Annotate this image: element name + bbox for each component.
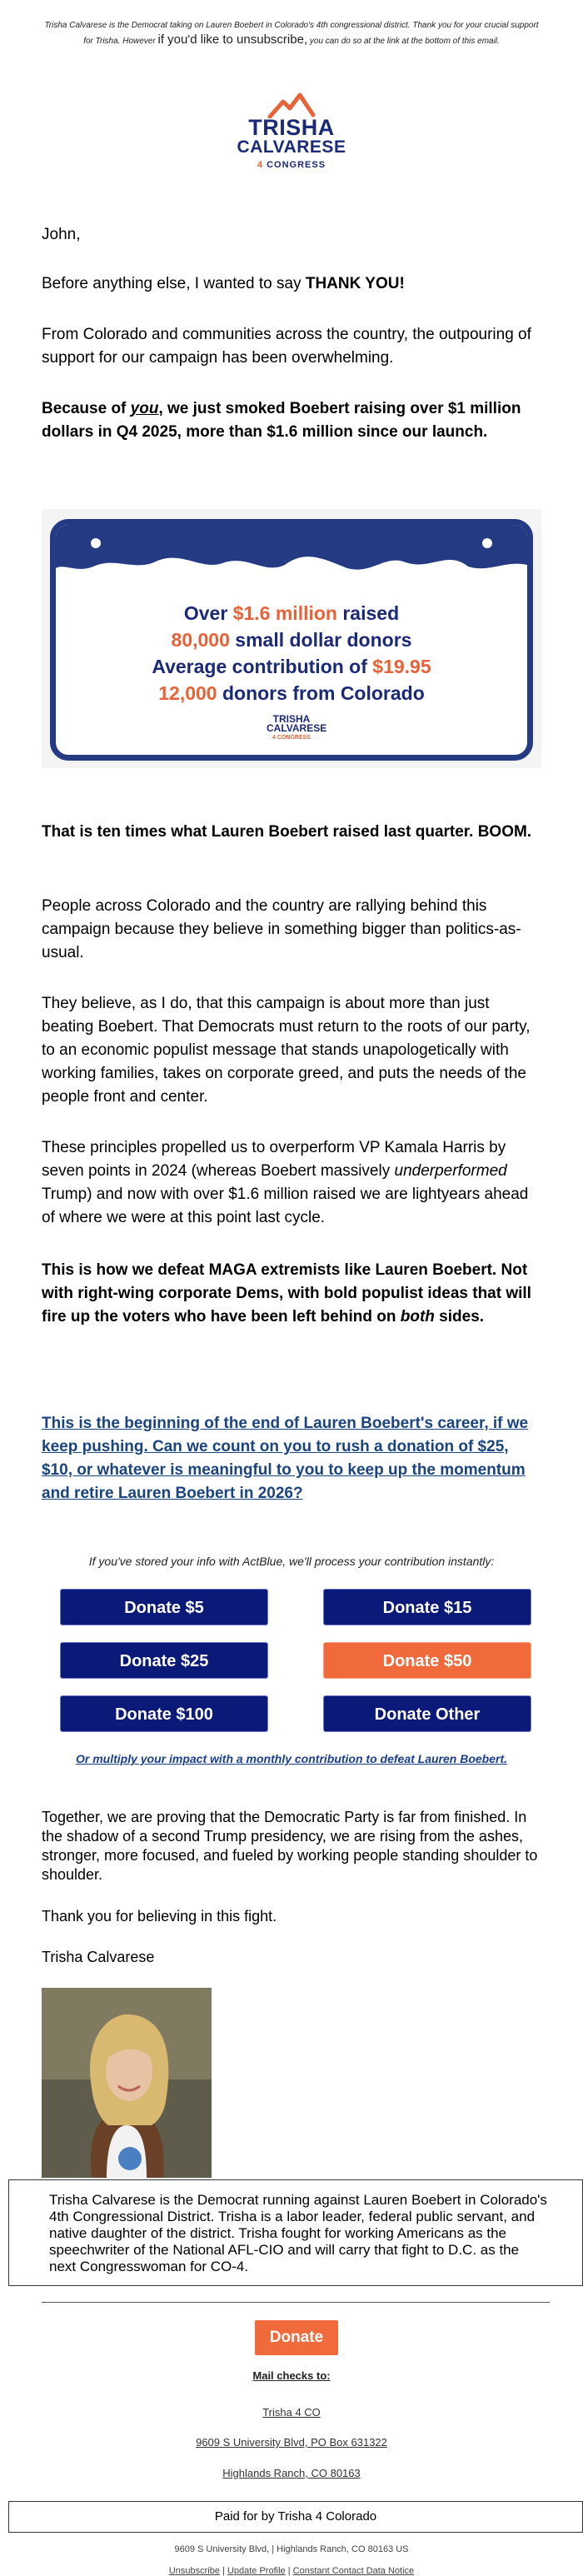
- paragraph-believe: They believe, as I do, that this campaign is about more than just beating Boebert. That Democrats must return to the roots of our party, to an economic populist message that stands unapologetically with working families, takes on corporate greed, and puts the needs of the people front and center.: [42, 995, 531, 1106]
- donate-50-button[interactable]: Donate $50: [323, 1642, 531, 1679]
- stats-list: [56, 600, 527, 706]
- candidate-portrait-icon: [42, 1988, 212, 2178]
- footer-address: 9609 S University Blvd, | Highlands Ranch, CO 80163 US: [174, 2544, 409, 2554]
- unsubscribe-link[interactable]: Unsubscribe: [168, 2566, 220, 2576]
- data-notice-link[interactable]: Constant Contact Data Notice: [292, 2566, 415, 2576]
- fundraising-stats-graphic: [42, 509, 541, 768]
- campaign-logo: [232, 90, 351, 180]
- update-profile-link[interactable]: Update Profile: [227, 2566, 286, 2576]
- stat-total-raised: Over $1.6 million raised: [183, 602, 400, 624]
- paid-for-disclaimer: Paid for by Trisha 4 Colorado: [8, 2501, 583, 2533]
- actblue-note: If you've stored your info with ActBlue, we'll process your contribution instantly:: [88, 1555, 495, 1568]
- paragraph-thanks: Before anything else, I wanted to say THANK YOU!: [42, 275, 405, 292]
- donate-25-button[interactable]: Donate $25: [60, 1642, 268, 1679]
- candidate-bio-box: [8, 2179, 583, 2286]
- greeting: John,: [42, 226, 81, 243]
- logo-tagline: 4 CONGRESS: [257, 160, 326, 170]
- stat-small-donors: 80,000 small dollar donors: [171, 629, 412, 651]
- mail-recipient[interactable]: Trisha 4 CO: [262, 2406, 321, 2419]
- divider: [42, 2302, 550, 2303]
- paragraph-defeat-maga: This is how we defeat MAGA extremists like Lauren Boebert. Not with right-wing corporate Dems, with bold populist ideas that will fire up the voters who have been left behind on both sides.: [42, 1261, 531, 1325]
- stat-average-contribution: Average contribution of $19.95: [152, 656, 431, 677]
- donate-15-button[interactable]: Donate $15: [323, 1589, 531, 1625]
- candidate-photo: [42, 1988, 212, 2178]
- paragraph-support: From Colorado and communities across the country, the outpouring of support for our campaign has been overwhelming.: [42, 326, 531, 367]
- mail-city[interactable]: Highlands Ranch, CO 80163: [222, 2467, 361, 2479]
- donation-ask-link[interactable]: This is the beginning of the end of Lauren Boebert's career, if we keep pushing. Can we count on you to rush a donation of $25, $10, or whatever is meaningful to you to keep up the momentum and retire Lauren Boebert in 2026?: [42, 1415, 529, 1502]
- donate-other-button[interactable]: Donate Other: [323, 1695, 531, 1732]
- preheader-line1: Trisha Calvarese is the Democrat taking on Lauren Boebert in Colorado's 4th congressional district. Thank you for your crucial support: [44, 21, 539, 30]
- stat-colorado-donors: 12,000 donors from Colorado: [158, 682, 425, 704]
- mountain-banner-icon: [56, 525, 527, 600]
- monthly-contribution-link[interactable]: Or multiply your impact with a monthly contribution to defeat Lauren Boebert.: [75, 1752, 508, 1765]
- paragraph-principles: These principles propelled us to overperform VP Kamala Harris by seven points in 2024 (whereas Boebert massively underperformed Trump) and now with over $1.6 million raised we are lightyears ahead of where we were at this point last cycle.: [42, 1139, 529, 1226]
- preheader-line2c: you can do so at the link at the bottom of this email.: [309, 37, 500, 46]
- preheader-line2a: for Trisha. However: [83, 37, 156, 46]
- paragraph-rallying: People across Colorado and the country are rallying behind this campaign because they believe in something bigger than politics-as-usual.: [42, 897, 521, 961]
- signature: Trisha Calvarese: [42, 1949, 155, 1965]
- paragraph-thank-you: Thank you for believing in this fight.: [42, 1908, 277, 1925]
- preheader-unsubscribe-text: if you'd like to unsubscribe,: [157, 32, 308, 47]
- footer-links: Unsubscribe | Update Profile | Constant Contact Data Notice: [168, 2566, 415, 2576]
- license-plate: [50, 519, 533, 761]
- logo-first-name: TRISHA: [248, 115, 335, 140]
- paragraph-ten-times: That is ten times what Lauren Boebert raised last quarter. BOOM.: [42, 823, 532, 841]
- preheader: [33, 18, 550, 48]
- candidate-bio: Trisha Calvarese is the Democrat running against Lauren Boebert in Colorado's 4th Congressional District. Trisha is a labor leader, federal public servant, and native daughter of the district. Trisha fought for working Americans as the speechwriter of the National AFL-CIO and will carry that fight to D.C. as the next Congresswoman for CO-4.: [49, 2192, 547, 2274]
- logo-last-name: CALVARESE: [237, 137, 346, 157]
- mail-checks-heading: Mail checks to:: [252, 2369, 331, 2382]
- mountain-logo-icon: [232, 90, 351, 118]
- mini-logo: TRISHA CALVARESE 4 CONGRESS: [267, 713, 327, 741]
- donate-100-button[interactable]: Donate $100: [60, 1695, 268, 1732]
- paragraph-together: Together, we are proving that the Democratic Party is far from finished. In the shadow of a second Trump presidency, we are rising from the ashes, stronger, more focused, and fueled by working people standing shoulder to shoulder.: [42, 1809, 538, 1883]
- footer-donate-button[interactable]: Donate: [255, 2320, 338, 2355]
- donate-5-button[interactable]: Donate $5: [60, 1589, 268, 1625]
- paragraph-q4: Because of you, we just smoked Boebert raising over $1 million dollars in Q4 2025, more than $1.6 million since our launch.: [42, 400, 521, 441]
- mail-street[interactable]: 9609 S University Blvd, PO Box 631322: [196, 2436, 387, 2449]
